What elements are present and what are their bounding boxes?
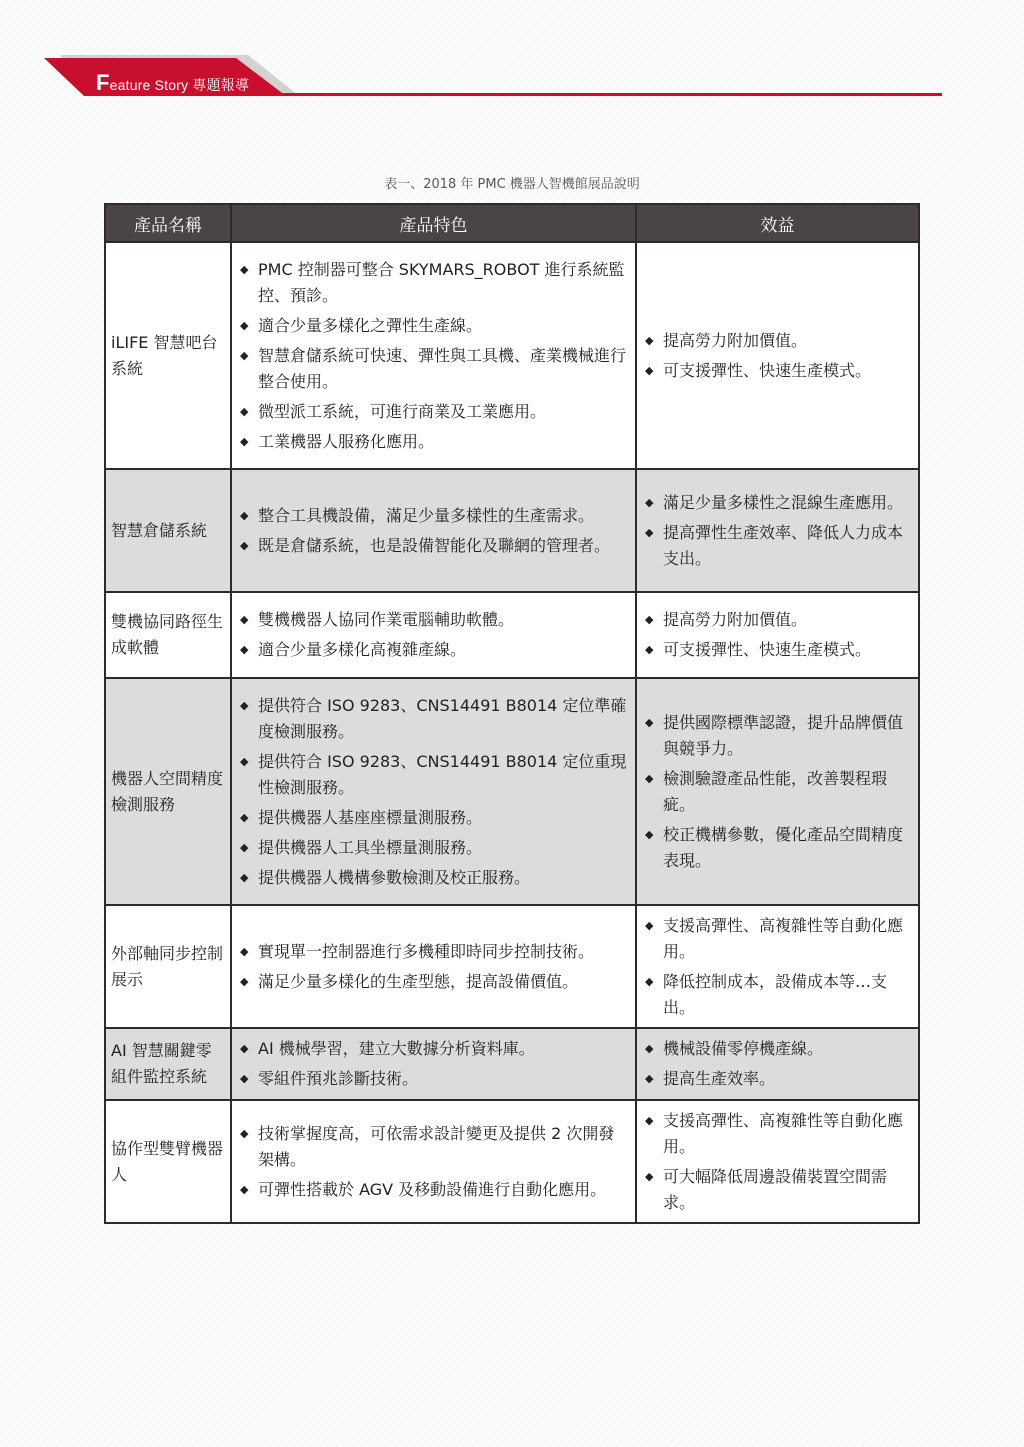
product-name: 雙機協同路徑生成軟體 bbox=[105, 592, 231, 678]
benefit-item: ◆ 可支援彈性、快速生產模式。 bbox=[643, 637, 912, 663]
product-benefits bbox=[636, 678, 919, 905]
feature-item: ◆ 工業機器人服務化應用。 bbox=[238, 429, 629, 455]
benefit-item: ◆ 可大幅降低周邊設備裝置空間需求。 bbox=[643, 1164, 912, 1216]
feature-item: ◆ 提供符合 ISO 9283、CNS14491 B8014 定位重現性檢測服務。 bbox=[238, 749, 629, 801]
page-header bbox=[0, 0, 1024, 110]
feature-item: ◆ 微型派工系統，可進行商業及工業應用。 bbox=[238, 399, 629, 425]
benefit-item: ◆ 提供國際標準認證，提升品牌價值與競爭力。 bbox=[643, 710, 912, 762]
header-rule bbox=[280, 93, 942, 96]
table-row bbox=[105, 469, 919, 592]
product-features bbox=[231, 242, 636, 469]
product-name: 機器人空間精度檢測服務 bbox=[105, 678, 231, 905]
product-benefits bbox=[636, 1100, 919, 1223]
product-features bbox=[231, 905, 636, 1028]
benefit-item: ◆ 提高生產效率。 bbox=[643, 1066, 912, 1092]
product-benefits bbox=[636, 592, 919, 678]
product-features bbox=[231, 1100, 636, 1223]
table-row bbox=[105, 678, 919, 905]
feature-item: ◆ 可彈性搭載於 AGV 及移動設備進行自動化應用。 bbox=[238, 1177, 629, 1203]
benefit-item: ◆ 檢測驗證產品性能，改善製程瑕疵。 bbox=[643, 766, 912, 818]
header-benefits: 效益 bbox=[636, 204, 919, 242]
product-benefits bbox=[636, 242, 919, 469]
benefit-item: ◆ 滿足少量多樣性之混線生產應用。 bbox=[643, 490, 912, 516]
table-row bbox=[105, 905, 919, 1028]
feature-item: ◆ 既是倉儲系統，也是設備智能化及聯網的管理者。 bbox=[238, 533, 629, 559]
feature-item: ◆ 零組件預兆診斷技術。 bbox=[238, 1066, 629, 1092]
product-name: iLIFE 智慧吧台系統 bbox=[105, 242, 231, 469]
table-row bbox=[105, 592, 919, 678]
benefit-item: ◆ 機械設備零停機產線。 bbox=[643, 1036, 912, 1062]
product-name: 外部軸同步控制展示 bbox=[105, 905, 231, 1028]
product-benefits bbox=[636, 905, 919, 1028]
product-name: 協作型雙臂機器人 bbox=[105, 1100, 231, 1223]
feature-item: ◆ 適合少量多樣化之彈性生產線。 bbox=[238, 313, 629, 339]
benefit-item: ◆ 支援高彈性、高複雜性等自動化應用。 bbox=[643, 913, 912, 965]
feature-item: ◆ 提供機器人基座座標量測服務。 bbox=[238, 805, 629, 831]
feature-item: ◆ 滿足少量多樣化的生產型態，提高設備價值。 bbox=[238, 969, 629, 995]
feature-item: ◆ PMC 控制器可整合 SKYMARS_ROBOT 進行系統監控、預診。 bbox=[238, 257, 629, 309]
feature-item: ◆ 技術掌握度高，可依需求設計變更及提供 2 次開發架構。 bbox=[238, 1121, 629, 1173]
product-features bbox=[231, 469, 636, 592]
feature-item: ◆ 提供機器人機構參數檢測及校正服務。 bbox=[238, 865, 629, 891]
section-label-initial: F bbox=[96, 70, 110, 95]
benefit-item: ◆ 可支援彈性、快速生產模式。 bbox=[643, 358, 912, 384]
benefit-item: ◆ 校正機構參數，優化產品空間精度表現。 bbox=[643, 822, 912, 874]
product-name: AI 智慧關鍵零組件監控系統 bbox=[105, 1028, 231, 1100]
section-label-text: eature Story 專題報導 bbox=[109, 77, 250, 93]
feature-item: ◆ 提供機器人工具坐標量測服務。 bbox=[238, 835, 629, 861]
product-features bbox=[231, 1028, 636, 1100]
product-features bbox=[231, 592, 636, 678]
benefit-item: ◆ 降低控制成本，設備成本等…支出。 bbox=[643, 969, 912, 1021]
header-features: 產品特色 bbox=[231, 204, 636, 242]
feature-item: ◆ AI 機械學習，建立大數據分析資料庫。 bbox=[238, 1036, 629, 1062]
product-features bbox=[231, 678, 636, 905]
table-caption: 表一、2018 年 PMC 機器人智機館展品說明 bbox=[384, 177, 640, 192]
feature-item: ◆ 適合少量多樣化高複雜產線。 bbox=[238, 637, 629, 663]
product-name: 智慧倉儲系統 bbox=[105, 469, 231, 592]
table-row bbox=[105, 242, 919, 469]
section-label bbox=[96, 70, 249, 96]
feature-item: ◆ 提供符合 ISO 9283、CNS14491 B8014 定位準確度檢測服務。 bbox=[238, 693, 629, 745]
product-benefits bbox=[636, 1028, 919, 1100]
product-benefits bbox=[636, 469, 919, 592]
table-row bbox=[105, 1100, 919, 1223]
feature-item: ◆ 實現單一控制器進行多機種即時同步控制技術。 bbox=[238, 939, 629, 965]
benefit-item: ◆ 支援高彈性、高複雜性等自動化應用。 bbox=[643, 1108, 912, 1160]
benefit-item: ◆ 提高勞力附加價值。 bbox=[643, 328, 912, 354]
header-product-name: 產品名稱 bbox=[105, 204, 231, 242]
product-table bbox=[104, 203, 920, 1224]
benefit-item: ◆ 提高彈性生產效率、降低人力成本支出。 bbox=[643, 520, 912, 572]
feature-item: ◆ 智慧倉儲系統可快速、彈性與工具機、產業機械進行整合使用。 bbox=[238, 343, 629, 395]
feature-item: ◆ 整合工具機設備，滿足少量多樣性的生產需求。 bbox=[238, 503, 629, 529]
table-header-row bbox=[105, 204, 919, 242]
table-row bbox=[105, 1028, 919, 1100]
feature-item: ◆ 雙機機器人協同作業電腦輔助軟體。 bbox=[238, 607, 629, 633]
benefit-item: ◆ 提高勞力附加價值。 bbox=[643, 607, 912, 633]
